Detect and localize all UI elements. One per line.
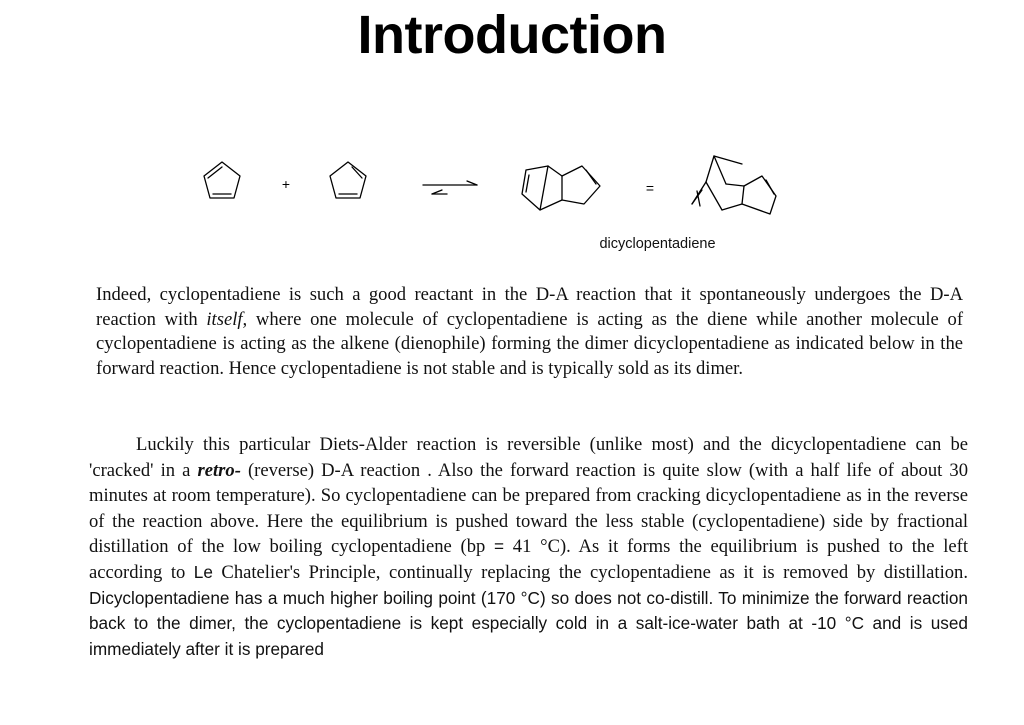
paragraph-2-text: Luckily this particular Diets-Alder reaction is reversible (unlike most) and the dicyclopentadiene can be 'cracked' in a (89, 434, 968, 481)
paragraph-2-le: Le (193, 561, 213, 582)
cyclopentadiene-structure (330, 162, 366, 198)
paragraph-1 (96, 283, 963, 381)
equals-sign: = (645, 180, 655, 196)
reaction-scheme (0, 0, 1024, 260)
paragraph-2-text-sans: Dicyclopentadiene has a much higher boiling point (170 °C) so does not co-distill. To minimize the forward reaction back to the dimer, the cyclopentadiene is kept especially cold in a salt-ice-water bath at -10 °C and is used immediately after it is prepared (89, 587, 968, 659)
dicyclopentadiene-3d-structure (692, 156, 776, 214)
equilibrium-arrow (423, 181, 477, 194)
paragraph-2-text: (reverse) D-A reaction . Also the forward reaction is quite slow (with a half life of about 30 minutes at room temperature). So cyclopentadiene can be prepared from cracking dicyclopentadiene as in the reverse of the reaction above. Here the equilibrium is pushed toward the less stable (cyclopentadiene) side by fractional distillation of the low boiling cyclopentadiene (bp (89, 459, 968, 558)
dicyclopentadiene-structure (522, 166, 600, 210)
page-title: Introduction (357, 5, 667, 65)
paragraph-2-text: 41 °C). As it forms the equilibrium is pushed to the left according to (89, 536, 968, 583)
paragraph-2-emphasis: retro- (197, 459, 241, 481)
plus-sign: + (281, 176, 291, 192)
dicyclopentadiene-caption: dicyclopentadiene (599, 236, 716, 252)
paragraph-1-text: Indeed, cyclopentadiene is such a good reactant in the D-A reaction that it spontaneously undergoes the D-A reaction with (96, 284, 963, 330)
cyclopentadiene-structure (204, 162, 240, 198)
paragraph-2 (89, 432, 968, 662)
paragraph-1-emphasis: itself, (206, 308, 248, 330)
paragraph-2-text: Chatelier's Principle, continually replacing the cyclopentadiene as it is removed by distillation. (212, 561, 968, 583)
paragraph-2-equals: = (494, 536, 505, 557)
paragraph-1-text: where one molecule of cyclopentadiene is acting as the diene while another molecule of cyclopentadiene is acting as the alkene (dienophile) forming the dimer dicyclopentadiene as indicated below in the forward reaction. Hence cyclopentadiene is not stable and is typically sold as its dimer. (96, 308, 964, 379)
